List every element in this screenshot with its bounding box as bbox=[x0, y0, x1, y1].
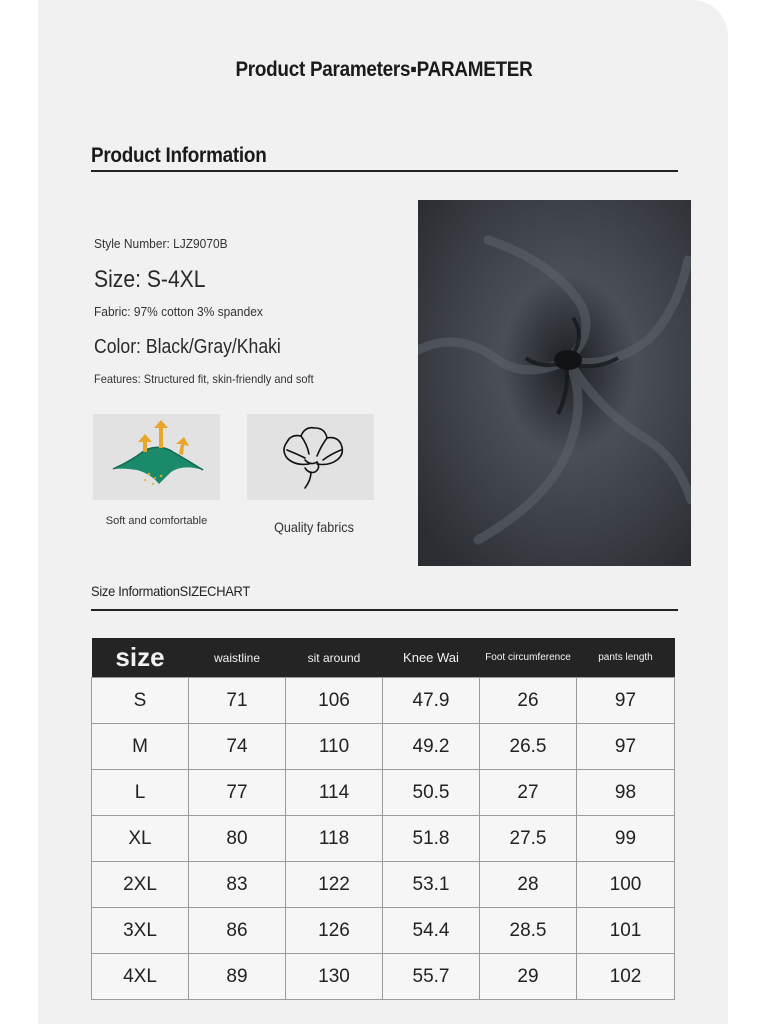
cell-size: 3XL bbox=[92, 908, 189, 954]
table-header-row bbox=[92, 638, 675, 678]
cell-waistline: 89 bbox=[189, 954, 286, 1000]
cell-knee-width: 51.8 bbox=[383, 816, 480, 862]
pants-length-label: pants length bbox=[598, 652, 653, 663]
cell-sit-around: 106 bbox=[286, 678, 383, 724]
cell-pants-length: 99 bbox=[577, 816, 675, 862]
size-chart-table bbox=[91, 638, 675, 1000]
cell-sit-around: 130 bbox=[286, 954, 383, 1000]
cell-knee-width: 49.2 bbox=[383, 724, 480, 770]
cell-pants-length: 101 bbox=[577, 908, 675, 954]
header-waistline: waistline bbox=[189, 638, 286, 678]
cell-size: 2XL bbox=[92, 862, 189, 908]
header-foot-circumference: Foot circumference bbox=[480, 638, 577, 678]
fabric-swirl-photo bbox=[418, 200, 691, 566]
cell-foot-circumference: 29 bbox=[480, 954, 577, 1000]
quality-fabrics-label: Quality fabrics bbox=[274, 519, 354, 535]
cell-pants-length: 102 bbox=[577, 954, 675, 1000]
cell-foot-circumference: 28 bbox=[480, 862, 577, 908]
cell-foot-circumference: 27 bbox=[480, 770, 577, 816]
color-options: Color: Black/Gray/Khaki bbox=[94, 336, 281, 358]
cell-pants-length: 97 bbox=[577, 724, 675, 770]
cell-waistline: 77 bbox=[189, 770, 286, 816]
cell-sit-around: 118 bbox=[286, 816, 383, 862]
cell-waistline: 83 bbox=[189, 862, 286, 908]
cell-pants-length: 98 bbox=[577, 770, 675, 816]
table-row bbox=[92, 862, 675, 908]
cell-knee-width: 53.1 bbox=[383, 862, 480, 908]
table-row bbox=[92, 724, 675, 770]
cell-waistline: 74 bbox=[189, 724, 286, 770]
header-pants-length bbox=[577, 638, 675, 678]
cell-sit-around: 114 bbox=[286, 770, 383, 816]
header-knee-width: Knee Wai bbox=[383, 638, 480, 678]
cell-pants-length: 100 bbox=[577, 862, 675, 908]
cell-sit-around: 110 bbox=[286, 724, 383, 770]
features-text: Features: Structured fit, skin-friendly and soft bbox=[94, 372, 314, 386]
cell-foot-circumference: 26.5 bbox=[480, 724, 577, 770]
cell-waistline: 86 bbox=[189, 908, 286, 954]
cell-knee-width: 55.7 bbox=[383, 954, 480, 1000]
cell-knee-width: 47.9 bbox=[383, 678, 480, 724]
section-divider bbox=[91, 170, 678, 172]
cell-size: L bbox=[92, 770, 189, 816]
cell-waistline: 80 bbox=[189, 816, 286, 862]
page-title: Product Parameters▪PARAMETER bbox=[235, 58, 533, 81]
cell-pants-length: 97 bbox=[577, 678, 675, 724]
header-size: size bbox=[92, 638, 189, 678]
cell-sit-around: 122 bbox=[286, 862, 383, 908]
cell-size: 4XL bbox=[92, 954, 189, 1000]
soft-comfortable-label: Soft and comfortable bbox=[105, 515, 208, 527]
cell-knee-width: 54.4 bbox=[383, 908, 480, 954]
product-information-heading: Product Information bbox=[91, 144, 267, 167]
cell-knee-width: 50.5 bbox=[383, 770, 480, 816]
fabric-composition: Fabric: 97% cotton 3% spandex bbox=[94, 304, 263, 319]
table-row bbox=[92, 954, 675, 1000]
header-sit-around: sit around bbox=[286, 638, 383, 678]
table-row bbox=[92, 908, 675, 954]
quality-fabrics-tile bbox=[247, 414, 374, 500]
size-information-heading: Size InformationSIZECHART bbox=[91, 583, 250, 599]
cell-foot-circumference: 26 bbox=[480, 678, 577, 724]
size-range: Size: S-4XL bbox=[94, 266, 206, 293]
soft-comfortable-tile bbox=[93, 414, 220, 500]
table-row bbox=[92, 816, 675, 862]
cell-foot-circumference: 27.5 bbox=[480, 816, 577, 862]
cell-foot-circumference: 28.5 bbox=[480, 908, 577, 954]
style-number: Style Number: LJZ9070B bbox=[94, 236, 228, 251]
cell-waistline: 71 bbox=[189, 678, 286, 724]
cell-size: S bbox=[92, 678, 189, 724]
cotton-flower-icon bbox=[247, 414, 374, 500]
section-divider bbox=[91, 609, 678, 611]
fabric-swirl-image bbox=[418, 200, 691, 566]
cell-sit-around: 126 bbox=[286, 908, 383, 954]
soft-layer-arrows-icon bbox=[93, 414, 220, 500]
table-row bbox=[92, 770, 675, 816]
cell-size: M bbox=[92, 724, 189, 770]
cell-size: XL bbox=[92, 816, 189, 862]
table-row bbox=[92, 678, 675, 724]
